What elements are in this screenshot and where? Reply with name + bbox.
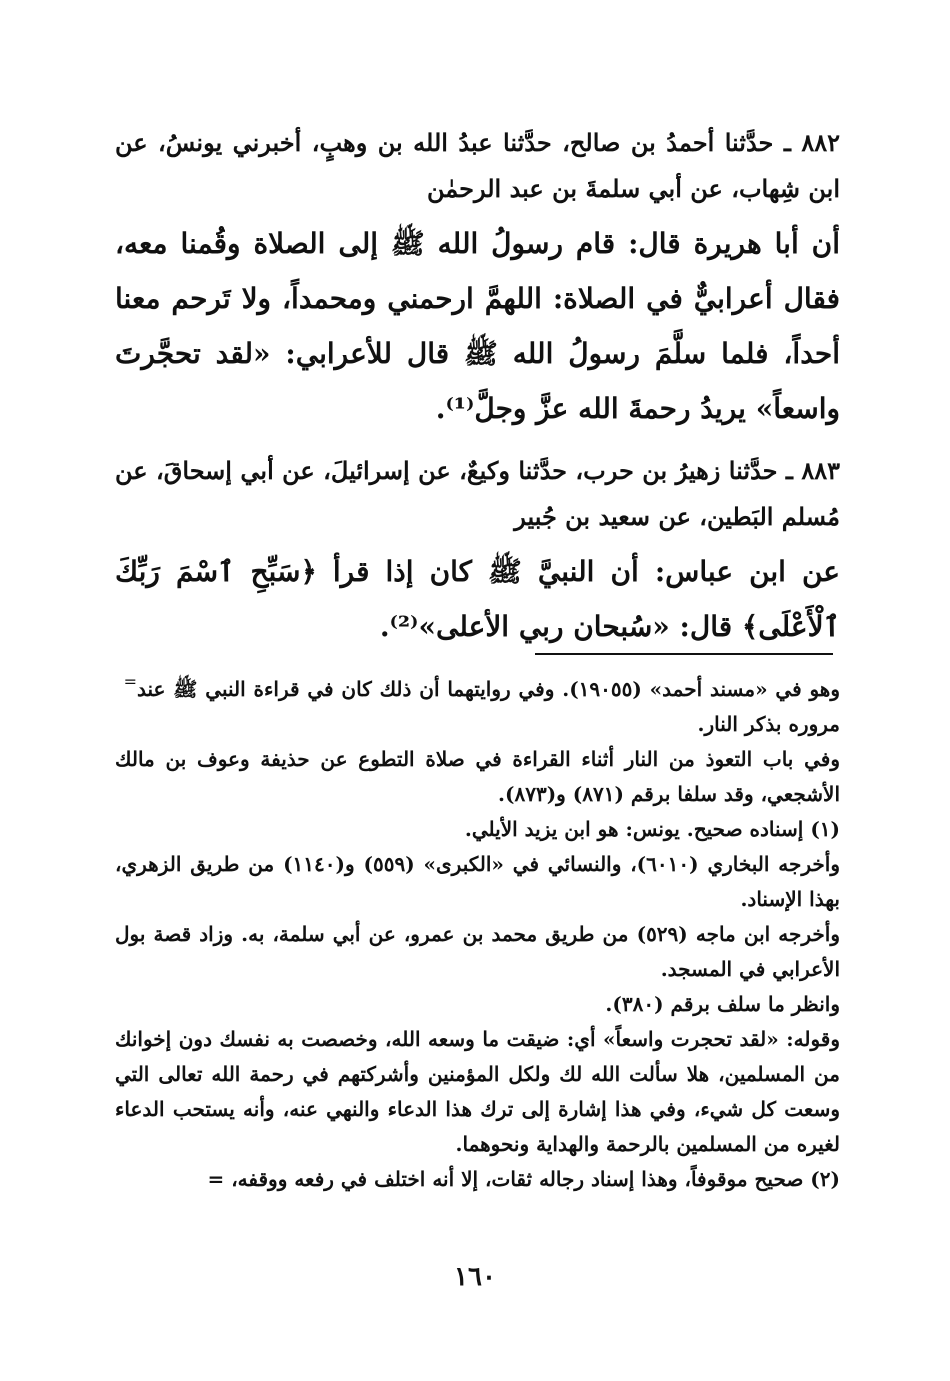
footnotes [115,672,840,1197]
footnote-1-line-3: وأخرجه ابن ماجه (٥٢٩) من طريق محمد بن عمرو، عن أبي سلمة، به. وزاد قصة بول الأعرابي في المسجد. [115,922,840,981]
footnote-1-line-1: (١) إسناده صحيح. يونس: هو ابن يزيد الأيلي. [464,817,840,841]
hadith-882-matn: أن أبا هريرة قال: قام رسولُ الله ﷺ إلى الصلاة وقُمنا معه، فقال أعرابيٌّ في الصلاة: اللهمَّ ارحمني ومحمداً، ولا تَرحم معنا أحداً، فلما سلَّمَ رسولُ الله ﷺ قال للأعرابي: «لقد تحجَّرتَ واسعاً» يريدُ رحمةَ الله عزَّ وجلَّ⁽¹⁾. [115,227,840,425]
footnote-continuation [115,672,840,742]
continuation-mark: = [123,672,137,691]
footnote-1-line-4: وانظر ما سلف برقم (٣٨٠). [605,992,840,1016]
footnote-1-line-5: وقوله: «لقد تحجرت واسعاً» أي: ضيقت ما وسعه الله، وخصصت به نفسك دون إخوانك من المسلمين، هلا سألت الله لك ولكل المؤمنين وأشركتهم في رحمة الله تعالى التي وسعت كل شيء، وفي هذا إشارة إلى ترك هذا الدعاء والنهي عنه، وأنه يستحب الدعاء لغيره من المسلمين بالرحمة والهداية ونحوهما. [115,1027,840,1156]
hadith-883-isnad: ٨٨٣ ـ حدَّثنا زهيرُ بن حرب، حدَّثنا وكيعٌ، عن إسرائيلَ، عن أبي إسحاقَ، عن مُسلم البَطين، عن سعيد بن جُبير [115,456,840,531]
page-number: ١٦٠ [454,1262,496,1292]
footnote-separator [535,653,833,655]
hadith-883-matn: عن ابن عباس: أن النبيَّ ﷺ كان إذا قرأ ﴿سَبِّحِ ٱسْمَ رَبِّكَ ٱلْأَعْلَى﴾ قال: «سُبحان ربي الأعلى»⁽²⁾. [115,555,840,643]
footnote-continuation-paragraph: وفي باب التعوذ من النار أثناء القراءة في صلاة التطوع عن حذيفة وعوف بن مالك الأشجعي، وقد سلفا برقم (٨٧١) و(٨٧٣). [115,747,840,806]
footnote-continuation-text: وهو في «مسند أحمد» (١٩٠٥٥). وفي روايتهما أن ذلك كان في قراءة النبي ﷺ عند مروره بذكر النار. [137,677,840,736]
hadith-882-isnad: ٨٨٢ ـ حدَّثنا أحمدُ بن صالح، حدَّثنا عبدُ الله بن وهبٍ، أخبرني يونسُ، عن ابن شِهاب، عن أبي سلمةَ بن عبد الرحمٰن [115,128,840,203]
main-text [115,120,840,654]
footnote-2: (٢) صحيح موقوفاً، وهذا إسناد رجاله ثقات، إلا أنه اختلف في رفعه ووقفه، = [207,1167,840,1191]
footnote-1-line-2: وأخرجه البخاري (٦٠١٠)، والنسائي في «الكبرى» (٥٥٩) و(١١٤٠) من طريق الزهري، بهذا الإسناد. [115,852,840,911]
